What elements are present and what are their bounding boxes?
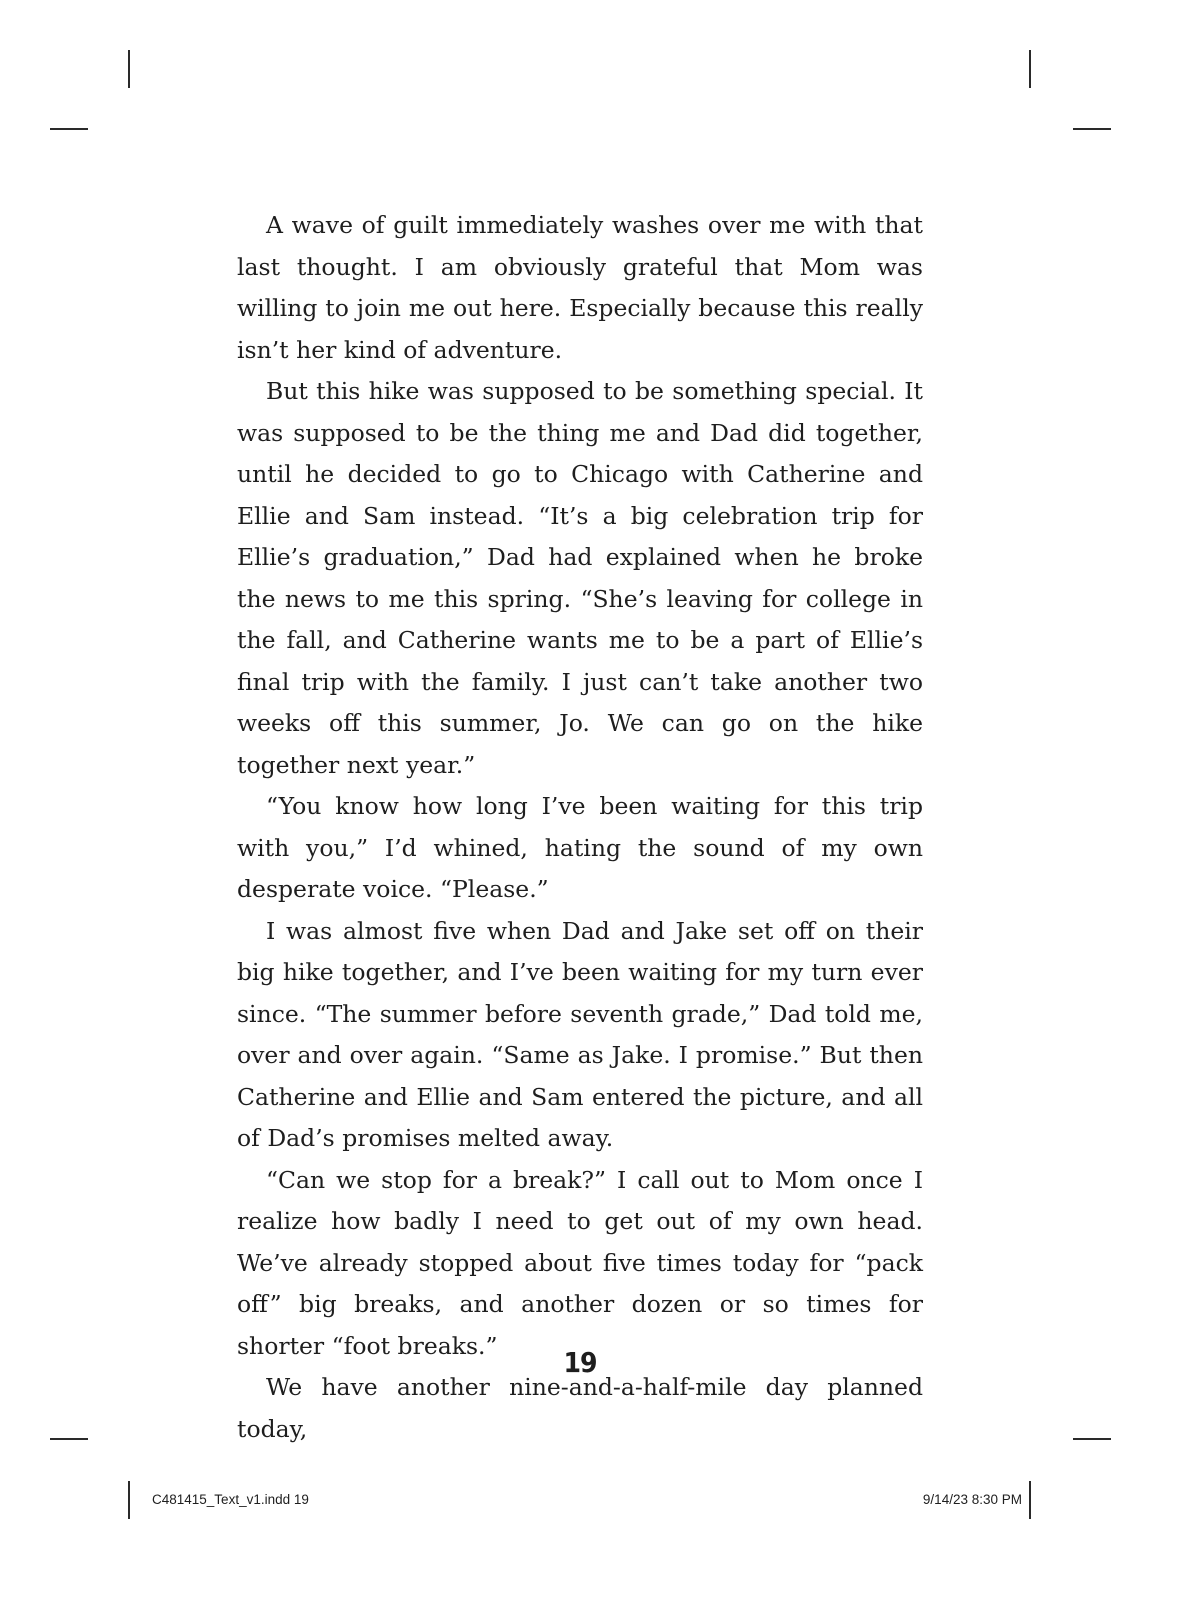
crop-mark-top-left bbox=[128, 50, 130, 88]
paragraph: But this hike was supposed to be something special. It was supposed to be the thing me and Dad did together, until he decided to go to Chicago with Catherine and Ellie and Sam instead. “It’s a big celebration trip for Ellie’s graduation,” Dad had explained when he broke the news to me this spring. “She’s leaving for college in the fall, and Catherine wants me to be a part of Ellie’s final trip with the family. I just can’t take another two weeks off this summer, Jo. We can go on the hike together next year.” bbox=[237, 377, 923, 779]
crop-mark-bottom-right bbox=[1029, 1481, 1031, 1519]
paragraph: A wave of guilt immediately washes over me with that last thought. I am obviously grateful that Mom was willing to join me out here. Especially because this really isn’t her kind of adventure. bbox=[237, 211, 923, 364]
slug-filename: C481415_Text_v1.indd 19 bbox=[152, 1492, 309, 1507]
paragraph: We have another nine-and-a-half-mile day planned today, bbox=[237, 1373, 923, 1443]
crop-mark-top-right-horizontal bbox=[1073, 128, 1111, 130]
paragraph: “You know how long I’ve been waiting for this trip with you,” I’d whined, hating the sound of my own desperate voice. “Please.” bbox=[237, 792, 923, 903]
crop-mark-bottom-right-horizontal bbox=[1073, 1438, 1111, 1440]
crop-mark-bottom-left-horizontal bbox=[50, 1438, 88, 1440]
crop-mark-top-right bbox=[1029, 50, 1031, 88]
crop-mark-top-left-horizontal bbox=[50, 128, 88, 130]
slug-datetime: 9/14/23 8:30 PM bbox=[922, 1492, 1022, 1507]
crop-mark-bottom-left bbox=[128, 1481, 130, 1519]
page-body-text bbox=[237, 205, 923, 1450]
paragraph: “Can we stop for a break?” I call out to Mom once I realize how badly I need to get out of my own head. We’ve already stopped about five times today for “pack off” big breaks, and another dozen or so times for shorter “foot breaks.” bbox=[237, 1165, 923, 1360]
paragraph: I was almost five when Dad and Jake set off on their big hike together, and I’ve been waiting for my turn ever since. “The summer before seventh grade,” Dad told me, over and over again. “Same as Jake. I promise.” But then Catherine and Ellie and Sam entered the picture, and all of Dad’s promises melted away. bbox=[237, 916, 923, 1152]
page-number: 19 bbox=[563, 1346, 597, 1379]
